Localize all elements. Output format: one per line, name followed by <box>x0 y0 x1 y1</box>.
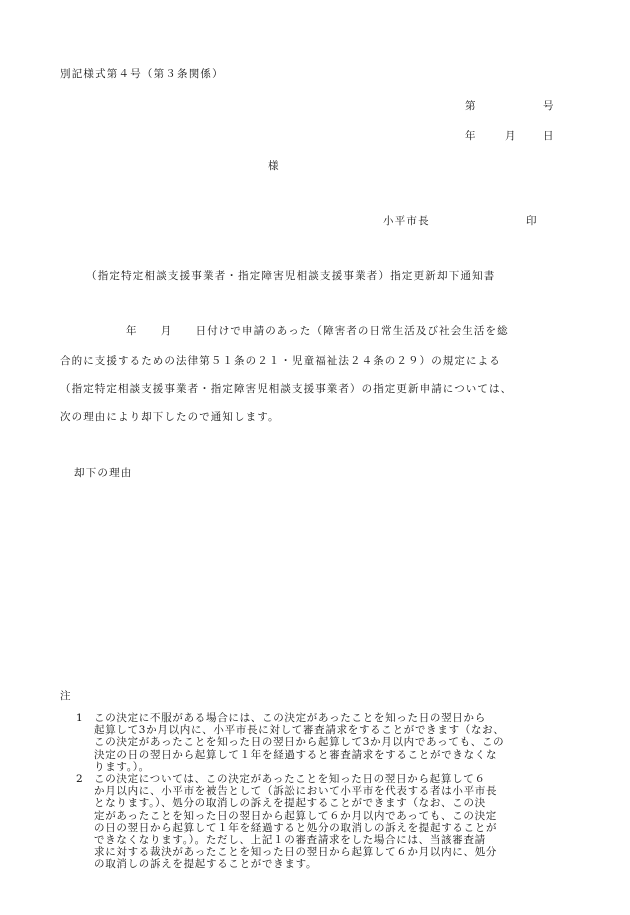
note-item <box>76 712 596 773</box>
body-line: 年 月 日付けで申請のあった（障害者の日常生活及び社会生活を総 <box>126 325 509 337</box>
body-line: 合的に支援するための法律第５１条の２１・児童福祉法２４条の２９）の規定による <box>60 355 501 367</box>
note-item <box>76 773 596 871</box>
reason-heading: 却下の理由 <box>74 467 133 479</box>
form-label: 別記様式第４号（第３条関係） <box>60 68 224 80</box>
date-month: 月 <box>505 130 516 142</box>
body-line: （指定特定相談支援事業者・指定障害児相談支援事業者）の指定更新申請については、 <box>60 383 513 395</box>
body-line: 次の理由により却下したので通知します。 <box>60 411 280 423</box>
note-line: か月以内に、小平市を被告として（訴訟において小平市を代表する者は小平市長 <box>94 785 498 798</box>
note-line: となります。）、処分の取消しの訴えを提起することができます（なお、この決 <box>94 797 486 810</box>
number-prefix: 第 <box>465 100 476 112</box>
date-day: 日 <box>543 130 554 142</box>
number-suffix: 号 <box>543 100 554 112</box>
issuer-seal: 印 <box>526 215 537 227</box>
date-year: 年 <box>465 130 476 142</box>
note-line: この決定があったことを知った日の翌日から起算して3か月以内であっても、この <box>94 736 505 749</box>
note-line: この決定については、この決定があったことを知った日の翌日から起算して６ <box>94 773 486 786</box>
note-line: ります。）。 <box>94 760 150 773</box>
notes-list <box>76 712 596 871</box>
note-line: 起算して3か月以内に、小平市長に対して審査請求をすることができます（なお、 <box>94 724 505 737</box>
note-line: この決定に不服がある場合には、この決定があったことを知った日の翌日から <box>94 712 486 724</box>
note-line: の日の翌日から起算して１年を経過すると処分の取消しの訴えを提起することが <box>94 821 498 834</box>
note-number: 1 <box>76 712 83 724</box>
note-line: 定があったことを知った日の翌日から起算して６か月以内であっても、この決定 <box>94 809 497 822</box>
issuer-name: 小平市長 <box>383 215 430 227</box>
note-line: できなくなります。）。ただし、上記１の審査請求をした場合には、当該審査請 <box>94 834 486 847</box>
note-number: 2 <box>76 773 83 786</box>
document-title: （指定特定相談支援事業者・指定障害児相談支援事業者）指定更新却下通知書 <box>86 270 496 282</box>
notes-label: 注 <box>60 690 71 702</box>
addressee-suffix: 様 <box>268 160 279 172</box>
note-line: の取消しの訴えを提起することができます。 <box>94 858 318 871</box>
note-line: 決定の日の翌日から起算して１年を経過すると審査請求をすることができなくな <box>94 748 498 761</box>
note-line: 求に対する裁決があったことを知った日の翌日から起算して６か月以内に、処分 <box>94 846 498 859</box>
